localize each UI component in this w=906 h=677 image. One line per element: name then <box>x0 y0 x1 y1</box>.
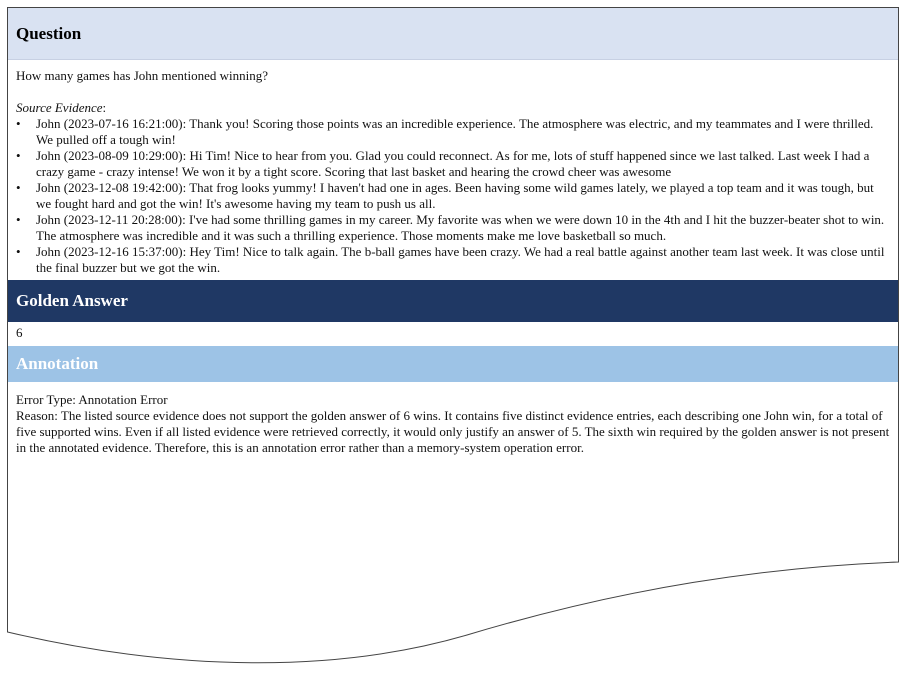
document-content <box>8 8 898 456</box>
evidence-item: • John (2023-12-08 19:42:00): That frog looks yummy! I haven't had one in ages. Been having some wild games lately, we played a top team and it was tough, but we fought hard and got the win! It's awesome having my team to push us all. <box>16 180 874 211</box>
bullet-icon: • <box>16 180 21 195</box>
golden-answer-value: 6 <box>16 325 23 340</box>
document-frame <box>7 7 899 670</box>
error-reason: Reason: The listed source evidence does not support the golden answer of 6 wins. It contains five distinct evidence entries, each describing one John win, for a total of five supported wins. Even if all listed evidence were retrieved correctly, it would only justify an answer of 5. The sixth win required by the golden answer is not present in the annotated evidence. Therefore, this is an annotation error rather than a memory-system operation error. <box>16 408 890 455</box>
evidence-item: • John (2023-12-11 20:28:00): I've had some thrilling games in my career. My favorite was when we were down 10 in the 4th and I hit the buzzer-beater shot to win. The atmosphere was incredible and it was such a thrilling experience. Those moments make me love basketball so much. <box>16 212 885 243</box>
bullet-icon: • <box>16 148 21 163</box>
bullet-icon: • <box>16 212 21 227</box>
evidence-item: • John (2023-08-09 10:29:00): Hi Tim! Nice to hear from you. Glad you could reconnect. As for me, lots of stuff happened since we last talked. Last week I had a crazy game - crazy intense! We won it by a tight score. Scoring that last basket and hearing the crowd cheer was awesome <box>16 148 870 179</box>
annotation-section <box>8 382 898 456</box>
source-evidence-label: Source Evidence: <box>16 100 107 115</box>
evidence-list <box>16 116 890 276</box>
golden-answer-header: Golden Answer <box>8 280 898 322</box>
annotation-header: Annotation <box>8 346 898 382</box>
question-section <box>8 60 898 276</box>
evidence-item: • John (2023-12-16 15:37:00): Hey Tim! Nice to talk again. The b-ball games have been crazy. We had a real battle against another team last week. It was close until the final buzzer but we got the win. <box>16 244 885 275</box>
bullet-icon: • <box>16 116 21 131</box>
evidence-item: • John (2023-07-16 16:21:00): Thank you! Scoring those points was an incredible experience. The atmosphere was electric, and my teammates and I were thrilled. We pulled off a tough win! <box>16 116 874 147</box>
error-type: Error Type: Annotation Error <box>16 392 168 407</box>
question-header: Question <box>8 8 898 60</box>
question-text: How many games has John mentioned winning? <box>16 68 269 83</box>
bullet-icon: • <box>16 244 21 259</box>
